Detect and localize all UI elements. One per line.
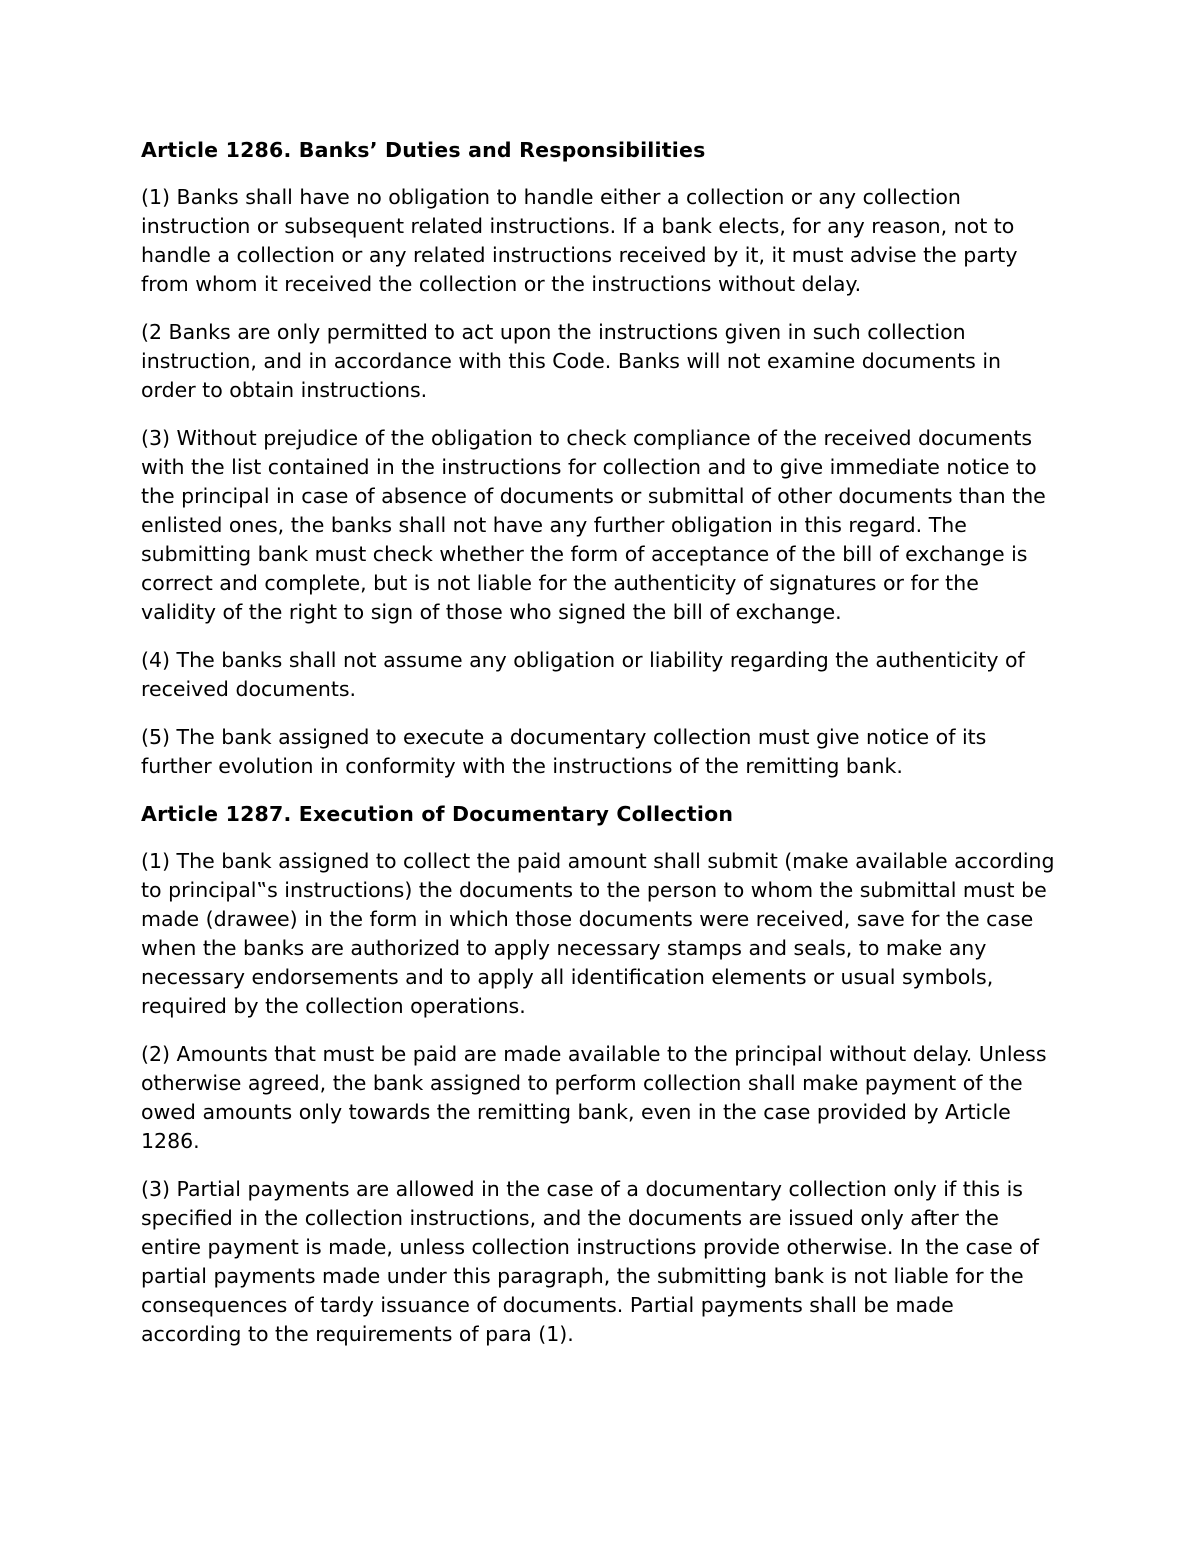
- document-body: [141, 136, 1059, 1368]
- article-1286-paragraph-4: (4) The banks shall not assume any obligation or liability regarding the authenticity of received documents.: [141, 648, 1025, 701]
- article-1286-heading: Article 1286. Banks’ Duties and Responsibilities: [141, 138, 706, 162]
- article-1286-paragraph-2: (2 Banks are only permitted to act upon the instructions given in such collection instruction, and in accordance with this Code. Banks will not examine documents in order to obtain instructions.: [141, 320, 1002, 402]
- article-1286-paragraph-5: (5) The bank assigned to execute a documentary collection must give notice of its further evolution in conformity with the instructions of the remitting bank.: [141, 725, 987, 778]
- article-1287-heading: Article 1287. Execution of Documentary Collection: [141, 802, 734, 826]
- article-1287-paragraph-1: (1) The bank assigned to collect the paid amount shall submit (make available according to principal‟s instructions) the documents to the person to whom the submittal must be made (drawee) in the form in which those documents were received, save for the case when the banks are authorized to apply necessary stamps and seals, to make any necessary endorsements and to apply all identification elements or usual symbols, required by the collection operations.: [141, 849, 1055, 1018]
- article-1287-paragraph-3: (3) Partial payments are allowed in the case of a documentary collection only if this is specified in the collection instructions, and the documents are issued only after the entire payment is made, unless collection instructions provide otherwise. In the case of partial payments made under this paragraph, the submitting bank is not liable for the consequences of tardy issuance of documents. Partial payments shall be made according to the requirements of para (1).: [141, 1177, 1039, 1346]
- article-1287-paragraph-2: (2) Amounts that must be paid are made available to the principal without delay. Unless otherwise agreed, the bank assigned to perform collection shall make payment of the owed amounts only towards the remitting bank, even in the case provided by Article 1286.: [141, 1042, 1047, 1153]
- article-1286-paragraph-1: (1) Banks shall have no obligation to handle either a collection or any collection instruction or subsequent related instructions. If a bank elects, for any reason, not to handle a collection or any related instructions received by it, it must advise the party from whom it received the collection or the instructions without delay.: [141, 185, 1018, 296]
- article-1286-paragraph-3: (3) Without prejudice of the obligation to check compliance of the received documents with the list contained in the instructions for collection and to give immediate notice to the principal in case of absence of documents or submittal of other documents than the enlisted ones, the banks shall not have any further obligation in this regard. The submitting bank must check whether the form of acceptance of the bill of exchange is correct and complete, but is not liable for the authenticity of signatures or for the validity of the right to sign of those who signed the bill of exchange.: [141, 426, 1046, 624]
